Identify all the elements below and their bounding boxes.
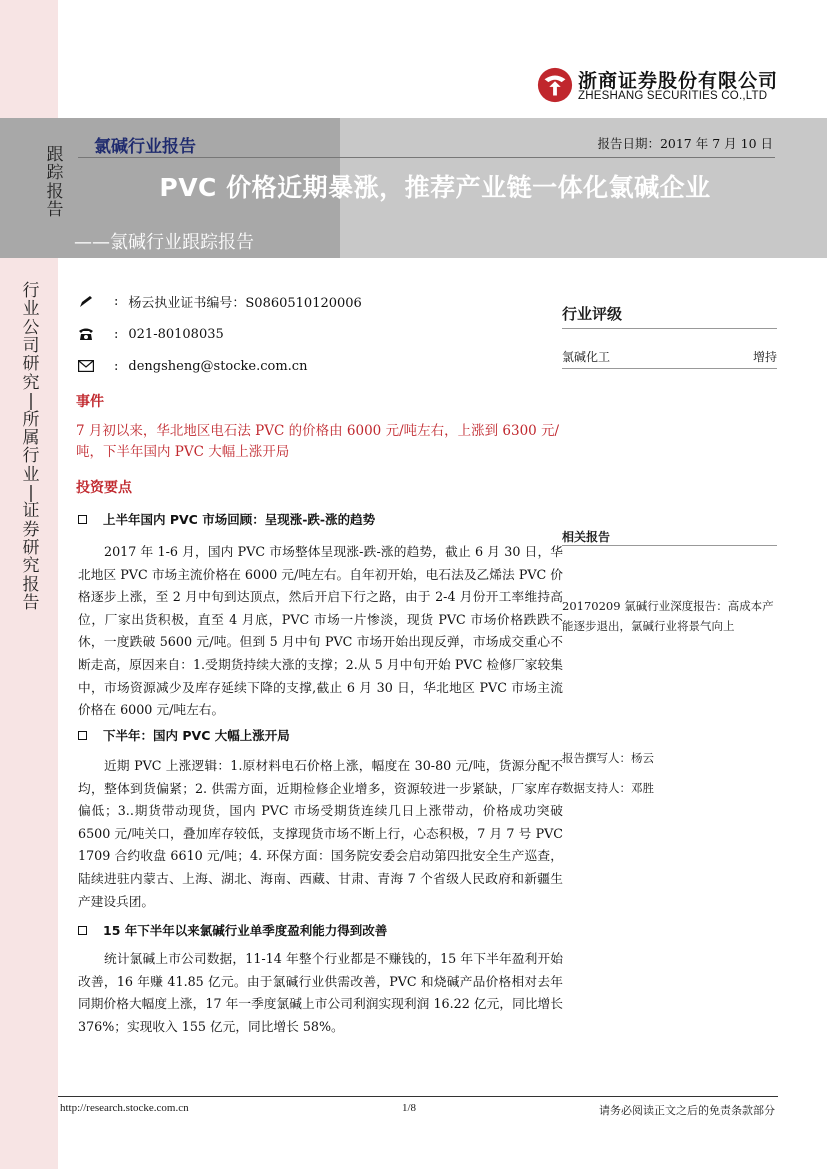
rating-divider-bottom [562,368,777,369]
report-type: 氯碱行业报告 [94,137,196,157]
point-1-text: 2017 年 1-6 月，国内 PVC 市场整体呈现涨-跌-涨的趋势，截止 6 月 30 日，华北地区 PVC 市场主流价格在 6000 元/吨左右。自年初开始，电石法及乙烯法 PVC 价格逐步上涨，至 2 月中旬到达顶点，然后开启下行之路，由于 2-4 月份开工率维持高位，厂家出货积极，直至 4 月底，PVC 市场一片惨淡，现货 PVC 市场价格跌跌不休，一度跌破 5600 元/吨。但到 5 月中旬 PVC 市场开始出现反弹，市场成交重心不断走高，原因来自：1.受期货持续大涨的支撑；2.从 5 月中旬开始 PVC 检修厂家较集中，市场资源减少及库存延续下降的支撑,截止 6 月 30 日，华北地区 PVC 市场主流价格在 6000 元/吨左右。 [78,544,563,718]
event-text: 7 月初以来，华北地区电石法 PVC 的价格由 6000 元/吨左右，上涨到 6300 元/吨，下半年国内 PVC 大幅上涨开局 [76,423,560,460]
vertical-char: 公 [22,317,40,338]
header-divider [78,157,775,158]
phone-icon [78,326,100,342]
vertical-char: 行 [22,446,40,467]
rating-industry: 氯碱化工 [562,350,611,364]
contact-phone: : 021-80108035 [78,326,224,342]
vertical-char: 券 [22,519,40,540]
related-report-item[interactable]: 20170209 氯碱行业深度报告：高成本产能逐步退出，氯碱行业将景气向上 [562,599,774,633]
footer-url[interactable]: http://research.stocke.com.cn [60,1102,189,1114]
related-reports-title: 相关报告 [562,530,611,544]
point-1-title: 上半年国内 PVC 市场回顾：呈现涨-跌-涨的趋势 [103,512,376,527]
point-2-text: 近期 PVC 上涨逻辑：1.原材料电石价格上涨，幅度在 30-80 元/吨，货源分配不均，整体到货偏紧；2. 供需方面，近期检修企业增多，资源较进一步紧缺，厂家库存偏低；3..期货带动现货，国内 PVC 市场受期货连续几日上涨带动，价格成功突破 6500 元/吨关口，叠加库存较低，支撑现货市场不断上行，心态积极，7 月 7 号 PVC 1709 合约收盘 6610 元/吨；4. 环保方面：国务院安委会启动第四批安全生产巡查，陆续进驻内蒙古、上海、湖北、海南、西藏、甘肃、青海 7 个省级人民政府和新疆生产建设兵团。 [78,758,563,909]
vertical-char: 究 [22,556,40,577]
vertical-char: 报 [46,181,64,202]
vertical-char: 研 [22,538,40,559]
checkbox-bullet-icon [78,926,87,935]
page-number: 1/8 [402,1102,417,1114]
vertical-char: 告 [22,593,40,614]
vertical-char: 报 [22,574,40,595]
event-heading: 事件 [76,394,104,410]
side-category-label [20,282,42,612]
zheshang-logo-icon [536,66,574,104]
vertical-char: 属 [22,427,40,448]
vertical-tag [44,146,66,219]
vertical-char: 所 [22,409,40,430]
report-writer: 报告撰写人：杨云 [562,751,654,765]
point-1-title-row [78,510,375,528]
footer-disclaimer: 请务必阅读正文之后的免责条款部分 [599,1104,775,1117]
related-divider [562,545,777,546]
mail-icon [78,358,100,374]
point-3-text: 统计氯碱上市公司数据，11-14 年整个行业都是不赚钱的，15 年下半年盈利开始改善，16 年赚 41.85 亿元。由于氯碱行业供需改善，PVC 和烧碱产品价格相对去年同期价格大幅度上涨，17 年一季度氯碱上市公司利润实现利润 16.22 亿元，同比增长 376%；实现收入 155 亿元，同比增长 58%。 [78,951,563,1034]
point-3-title: 15 年下半年以来氯碱行业单季度盈利能力得到改善 [103,923,388,938]
rating-value: 增持 [752,350,777,364]
vertical-char: | [28,482,34,503]
vertical-char: 踪 [46,163,64,184]
investment-points-heading: 投资要点 [76,480,132,496]
contact-author: : 杨云执业证书编号：S0860510120006 [78,292,362,311]
vertical-char: 业 [22,464,40,485]
phone-number: 021-80108035 [128,326,224,342]
report-date: 报告日期：2017 年 7 月 10 日 [597,136,773,151]
checkbox-bullet-icon [78,515,87,524]
rating-title: 行业评级 [562,305,623,323]
rating-divider [562,328,777,329]
vertical-char: 研 [22,354,40,375]
vertical-char: 究 [22,372,40,393]
point-2-title-row [78,726,290,744]
vertical-char: 业 [22,299,40,320]
vertical-char: 告 [46,200,64,221]
email-address[interactable]: dengsheng@stocke.com.cn [128,358,308,374]
vertical-char: 证 [22,501,40,522]
author-license: 杨云执业证书编号：S0860510120006 [128,296,362,311]
contact-email: : dengsheng@stocke.com.cn [78,358,307,374]
footer-divider [58,1096,778,1097]
vertical-char: | [28,391,34,412]
vertical-char: 司 [22,336,40,357]
point-2-title: 下半年：国内 PVC 大幅上涨开局 [103,728,290,743]
report-subtitle: ——氯碱行业跟踪报告 [74,232,254,253]
logo-company-name-cn: 浙商证券股份有限公司 [578,70,779,92]
pen-icon [78,294,100,310]
vertical-char: 行 [22,281,40,301]
data-supporter: 数据支持人：邓胜 [562,781,654,795]
company-logo [536,62,779,108]
checkbox-bullet-icon [78,731,87,740]
vertical-char: 跟 [46,145,64,165]
report-title: PVC 价格近期暴涨，推荐产业链一体化氯碱企业 [159,173,711,202]
point-3-title-row [78,921,387,939]
rating-row [562,348,777,365]
logo-company-name-en: ZHESHANG SECURITIES CO.,LTD [578,90,768,102]
